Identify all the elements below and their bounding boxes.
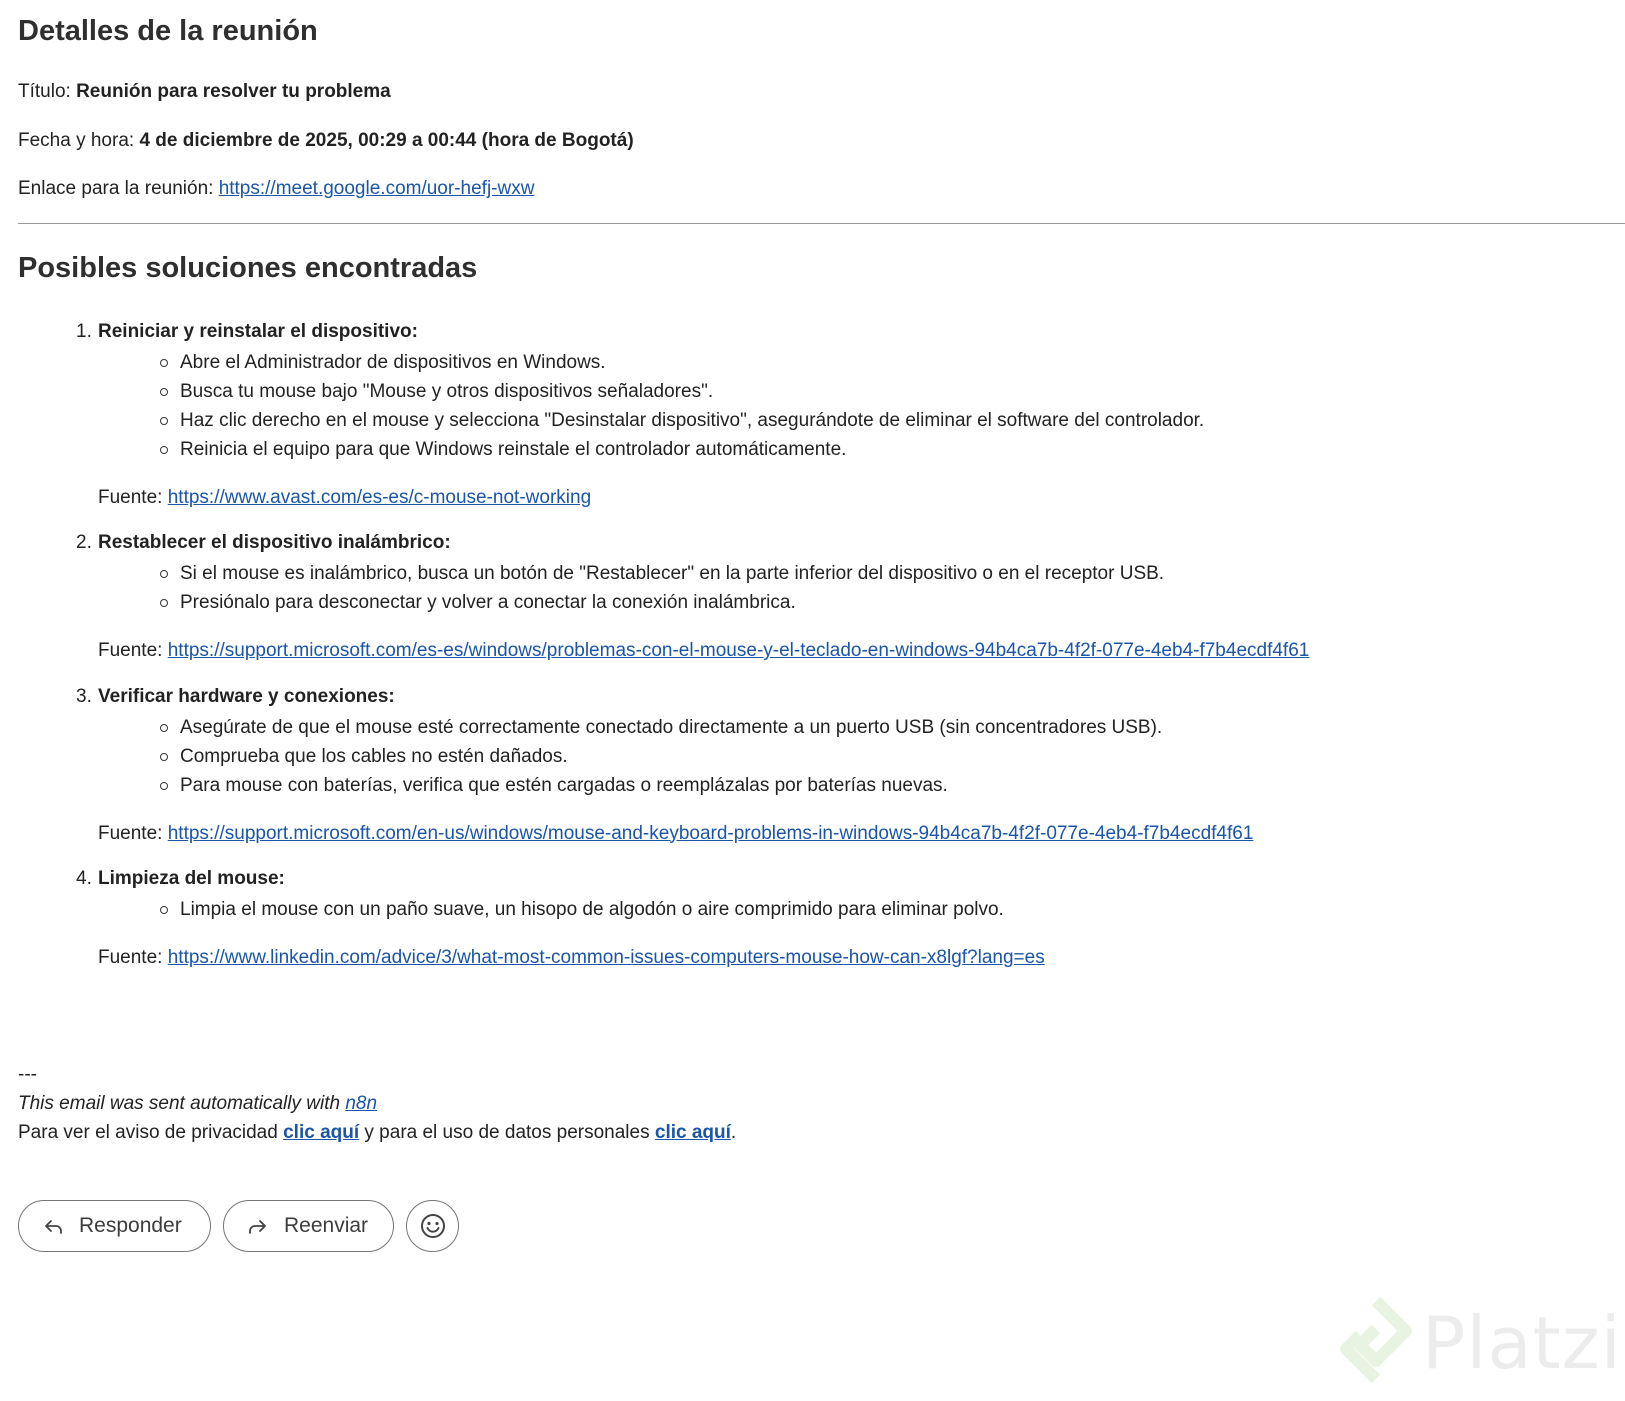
n8n-link[interactable]: n8n bbox=[345, 1093, 378, 1114]
solution-step bbox=[180, 406, 1625, 435]
privacy-suffix: . bbox=[730, 1122, 737, 1143]
step-text: Limpia el mouse con un paño suave, un hisopo de algodón o aire comprimido para eliminar polvo. bbox=[180, 899, 1004, 921]
circle-bullet-icon bbox=[160, 724, 168, 732]
solution-source bbox=[98, 822, 1625, 846]
reply-arrow-icon bbox=[41, 1214, 65, 1238]
solution-step bbox=[180, 742, 1625, 771]
source-label: Fuente: bbox=[98, 947, 168, 969]
step-text: Abre el Administrador de dispositivos en Windows. bbox=[180, 351, 606, 373]
source-link[interactable]: https://support.microsoft.com/es-es/windows/problemas-con-el-mouse-y-el-teclado-en-windows-94b4ca7b-4f2f-077e-4eb4-f7b4ecdf4f61 bbox=[167, 640, 1310, 662]
step-text: Haz clic derecho en el mouse y selecciona "Desinstalar dispositivo", asegurándote de eliminar el software del controlador. bbox=[180, 409, 1205, 431]
circle-bullet-icon bbox=[160, 359, 168, 367]
meeting-title-label: Título: bbox=[18, 80, 77, 102]
meeting-link-label: Enlace para la reunión: bbox=[18, 178, 219, 200]
solution-source bbox=[98, 946, 1625, 970]
circle-bullet-icon bbox=[160, 417, 168, 425]
solution-step bbox=[180, 895, 1625, 924]
source-link[interactable]: https://www.linkedin.com/advice/3/what-most-common-issues-computers-mouse-how-can-x8lgf?lang=es bbox=[167, 947, 1045, 969]
platzi-logo-icon bbox=[1338, 1295, 1414, 1391]
solution-item bbox=[76, 685, 1625, 846]
solution-step bbox=[180, 771, 1625, 800]
meeting-link-line bbox=[18, 177, 1625, 201]
step-text: Reinicia el equipo para que Windows reinstale el controlador automáticamente. bbox=[180, 438, 847, 460]
solution-title: Reiniciar y reinstalar el dispositivo: bbox=[98, 320, 418, 342]
solution-item bbox=[76, 867, 1625, 970]
solution-steps bbox=[98, 348, 1625, 464]
source-link[interactable]: https://support.microsoft.com/en-us/windows/mouse-and-keyboard-problems-in-windows-94b4ca7b-4f2f-077e-4eb4-f7b4ecdf4f61 bbox=[167, 822, 1254, 844]
solution-steps bbox=[98, 713, 1625, 800]
solution-step bbox=[180, 435, 1625, 464]
meeting-datetime-label: Fecha y hora: bbox=[18, 129, 140, 151]
solution-step bbox=[180, 713, 1625, 742]
meeting-datetime-line bbox=[18, 129, 1625, 153]
personal-data-link[interactable]: clic aquí bbox=[654, 1122, 731, 1143]
solution-steps bbox=[98, 895, 1625, 924]
solution-item bbox=[76, 531, 1625, 663]
step-text: Presiónalo para desconectar y volver a conectar la conexión inalámbrica. bbox=[180, 592, 796, 614]
step-text: Busca tu mouse bajo "Mouse y otros dispositivos señaladores". bbox=[180, 380, 714, 402]
meeting-title-value: Reunión para resolver tu problema bbox=[76, 80, 391, 102]
footer-separator: --- bbox=[18, 1064, 37, 1085]
solution-number: 2. bbox=[76, 532, 92, 554]
forward-label: Reenviar bbox=[284, 1214, 369, 1237]
circle-bullet-icon bbox=[160, 906, 168, 914]
forward-arrow-icon bbox=[246, 1214, 270, 1238]
solution-number: 3. bbox=[76, 685, 92, 707]
step-text: Comprueba que los cables no estén dañados. bbox=[180, 745, 568, 767]
solution-source bbox=[98, 486, 1625, 510]
circle-bullet-icon bbox=[160, 446, 168, 454]
solution-step bbox=[180, 377, 1625, 406]
meeting-title-line bbox=[18, 80, 1625, 104]
message-actions bbox=[18, 1200, 459, 1252]
step-text: Si el mouse es inalámbrico, busca un botón de "Restablecer" en la parte inferior del dispositivo o en el receptor USB. bbox=[180, 563, 1165, 585]
circle-bullet-icon bbox=[160, 599, 168, 607]
source-label: Fuente: bbox=[98, 822, 168, 844]
circle-bullet-icon bbox=[160, 388, 168, 396]
forward-button[interactable] bbox=[223, 1200, 394, 1252]
solution-steps bbox=[98, 559, 1625, 617]
automation-notice bbox=[18, 1089, 736, 1118]
solution-number: 1. bbox=[76, 320, 92, 342]
meeting-link[interactable]: https://meet.google.com/uor-hefj-wxw bbox=[218, 178, 535, 200]
platzi-watermark bbox=[1338, 1295, 1622, 1391]
watermark-text: Platzi bbox=[1422, 1301, 1622, 1385]
emoji-reaction-button[interactable] bbox=[406, 1200, 459, 1252]
solutions-list bbox=[18, 320, 1625, 970]
solution-item bbox=[76, 320, 1625, 510]
circle-bullet-icon bbox=[160, 782, 168, 790]
section-divider bbox=[18, 223, 1625, 224]
solution-source bbox=[98, 639, 1625, 663]
source-label: Fuente: bbox=[98, 486, 168, 508]
solution-step bbox=[180, 559, 1625, 588]
circle-bullet-icon bbox=[160, 570, 168, 578]
solution-title: Verificar hardware y conexiones: bbox=[98, 685, 395, 707]
meeting-datetime-value: 4 de diciembre de 2025, 00:29 a 00:44 (hora de Bogotá) bbox=[139, 129, 634, 151]
source-label: Fuente: bbox=[98, 640, 168, 662]
privacy-middle: y para el uso de datos personales bbox=[359, 1122, 655, 1143]
solution-number: 4. bbox=[76, 868, 92, 890]
meeting-details-heading: Detalles de la reunión bbox=[18, 15, 318, 47]
solution-step bbox=[180, 348, 1625, 377]
circle-bullet-icon bbox=[160, 753, 168, 761]
privacy-prefix: Para ver el aviso de privacidad bbox=[18, 1122, 284, 1143]
solution-title: Limpieza del mouse: bbox=[98, 868, 285, 890]
reply-button[interactable] bbox=[18, 1200, 211, 1252]
solution-step bbox=[180, 588, 1625, 617]
reply-label: Responder bbox=[79, 1214, 182, 1237]
step-text: Asegúrate de que el mouse esté correctamente conectado directamente a un puerto USB (sin concentradores USB). bbox=[180, 716, 1163, 738]
source-link[interactable]: https://www.avast.com/es-es/c-mouse-not-working bbox=[167, 486, 592, 508]
email-body bbox=[18, 0, 1625, 992]
privacy-link[interactable]: clic aquí bbox=[283, 1122, 360, 1143]
privacy-notice bbox=[18, 1118, 736, 1147]
smiley-face-icon bbox=[419, 1212, 447, 1240]
solutions-heading: Posibles soluciones encontradas bbox=[18, 252, 478, 285]
email-footer bbox=[18, 1060, 736, 1147]
step-text: Para mouse con baterías, verifica que estén cargadas o reemplázalas por baterías nuevas. bbox=[180, 774, 948, 796]
automation-notice-text: This email was sent automatically with bbox=[18, 1093, 346, 1114]
solution-title: Restablecer el dispositivo inalámbrico: bbox=[98, 532, 451, 554]
